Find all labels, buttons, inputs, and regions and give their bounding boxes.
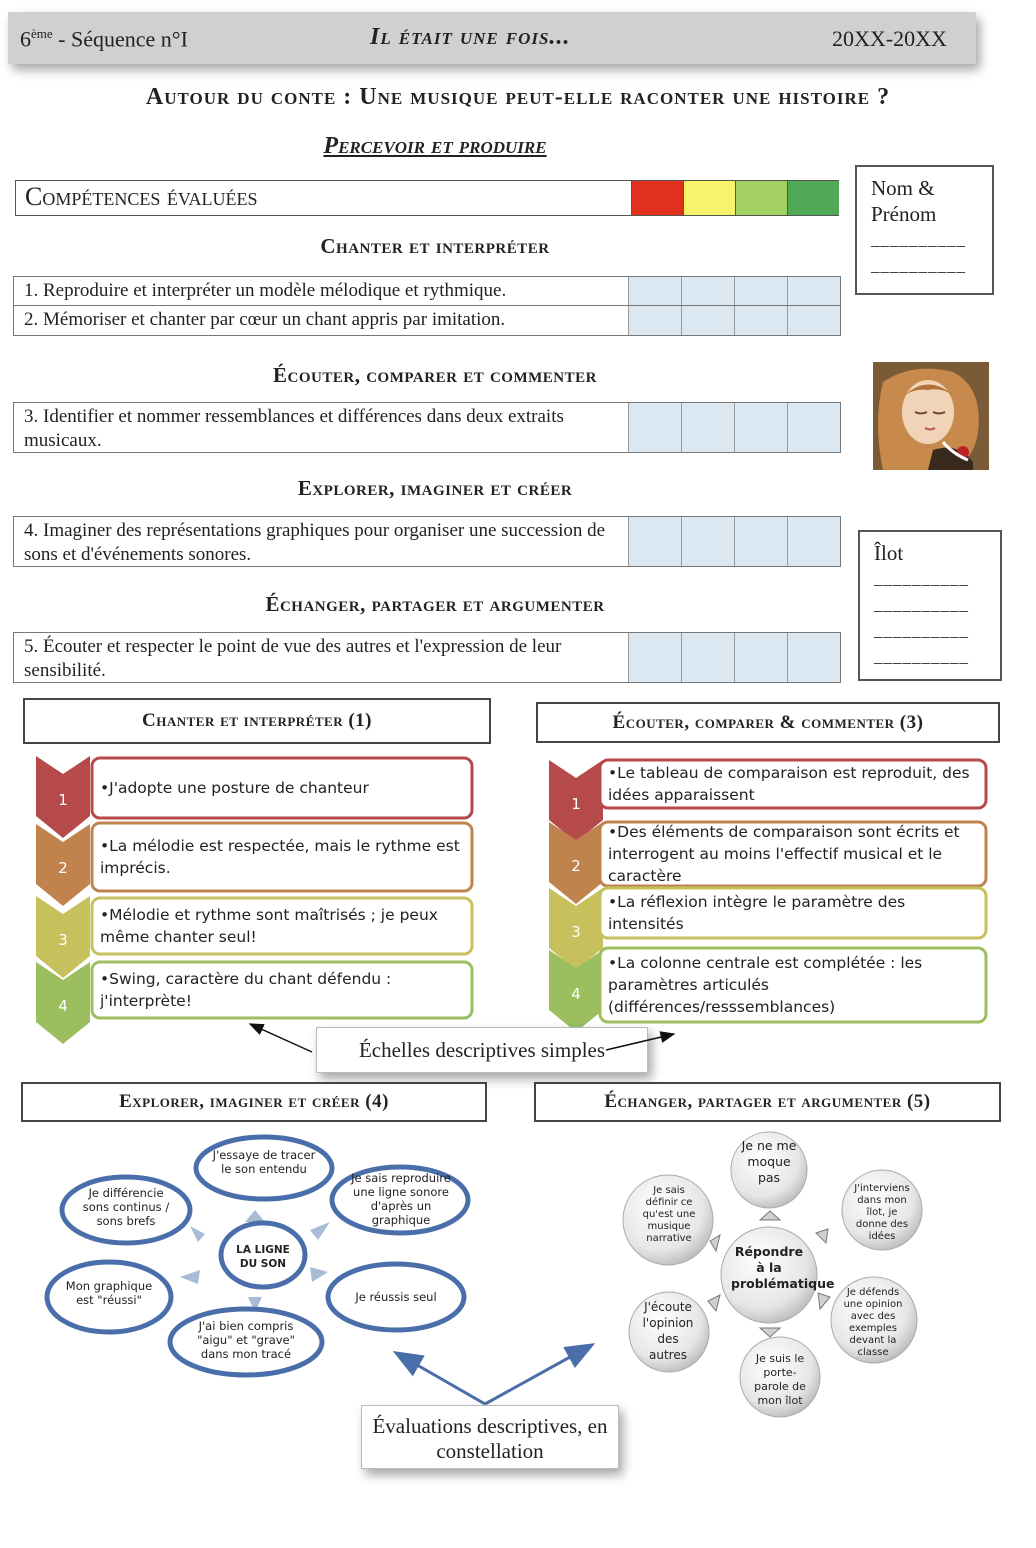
scale-step-number: 3 (571, 923, 581, 941)
grade-cell[interactable] (681, 306, 734, 335)
ilot-line: __________ (874, 595, 969, 614)
grade-cell[interactable] (681, 403, 734, 452)
grade-cell[interactable] (734, 633, 787, 682)
ilot-line: __________ (874, 621, 969, 640)
competence-row (13, 632, 841, 683)
grade-cell[interactable] (787, 306, 840, 335)
ilot-line: __________ (874, 647, 969, 666)
grade-cell[interactable] (734, 517, 787, 566)
competence-row (13, 516, 841, 567)
name-label: Nom & Prénom (871, 176, 937, 226)
main-title: Autour du conte : Une musique peut-elle raconter une histoire ? (145, 84, 891, 110)
level-swatch-red (631, 181, 683, 215)
connector-arrow (245, 1210, 265, 1222)
scale-step-text: •Le tableau de comparaison est reproduit, des idées apparaissent (608, 764, 970, 804)
name-line: __________ (871, 230, 966, 249)
scale-step-text: •La réflexion intègre le paramètre des intensités (608, 893, 906, 933)
grade-cell[interactable] (734, 277, 787, 305)
grade-cell[interactable] (628, 403, 681, 452)
oval-text: Je différencie sons continus / sons brefs (82, 1186, 170, 1228)
connector-arrow (190, 1226, 205, 1242)
grade-cell[interactable] (681, 517, 734, 566)
center-text: LA LIGNE DU SON (236, 1244, 290, 1270)
name-box[interactable] (855, 165, 994, 295)
scale-step-number: 1 (571, 795, 581, 813)
oval-text: Je sais reproduire une ligne sonore d'après un graphique (351, 1171, 451, 1227)
scale-step-number: 2 (571, 857, 581, 875)
constellation-title-echanger: Échanger, partager et argumenter (5) (534, 1082, 1001, 1122)
oval-text: Je réussis seul (355, 1290, 437, 1304)
grade-cell[interactable] (787, 403, 840, 452)
grade-cell[interactable] (628, 633, 681, 682)
circle-text: Je sais définir ce qu'est une musique narrative (642, 1185, 696, 1244)
scale-step-text: •J'adopte une posture de chanteur (100, 779, 369, 797)
competence-row (13, 305, 841, 336)
competences-label: Compétences évaluées (25, 182, 258, 211)
grade-cell[interactable] (787, 633, 840, 682)
competence-text: 2. Mémoriser et chanter par cœur un chant appris par imitation. (24, 309, 506, 330)
circle-text: Je ne me moque pas (741, 1138, 797, 1185)
connector-arrow (760, 1328, 780, 1337)
competence-text: 3. Identifier et nommer ressemblances et différences dans deux extraits musicaux. (24, 406, 564, 451)
grade-cell[interactable] (681, 633, 734, 682)
section-title: Chanter et interpréter (320, 234, 550, 258)
scale-step-text: •Swing, caractère du chant défendu : j'interprète! (100, 970, 392, 1010)
competence-row (13, 276, 841, 306)
grade-cell[interactable] (628, 517, 681, 566)
section-title: Explorer, imaginer et créer (297, 476, 573, 500)
ilot-line: __________ (874, 569, 969, 588)
callout-scales: Échelles descriptives simples (316, 1027, 648, 1073)
ilot-label: Îlot (874, 541, 904, 565)
competence-text: 4. Imaginer des représentations graphiques pour organiser une succession de sons et d'événements sonores. (24, 520, 606, 565)
header-title: Il était une fois... (370, 24, 571, 50)
constellation-title-explorer: Explorer, imaginer et créer (4) (21, 1082, 487, 1122)
connector-arrow (310, 1267, 328, 1282)
scale-step-number: 2 (58, 859, 68, 877)
header-sequence: 6ème - Séquence n°I (20, 26, 188, 52)
oval-text: Mon graphique est "réussi" (65, 1279, 153, 1307)
scale-step-number: 4 (571, 985, 581, 1003)
center-text: Répondre à la problématique (731, 1244, 835, 1291)
level-swatch-green (787, 181, 839, 215)
oval-text: J'essaye de tracer le son entendu (212, 1148, 316, 1176)
connector-arrow (818, 1293, 830, 1309)
scale-title-chanter: Chanter et interpréter (1) (23, 698, 491, 744)
scale-step-number: 3 (58, 931, 68, 949)
scale-title-ecouter: Écouter, comparer & commenter (3) (536, 702, 1000, 743)
scale-step-text: •La mélodie est respectée, mais le rythme est imprécis. (100, 837, 460, 877)
scale-step-text: •Des éléments de comparaison sont écrits et interrogent au moins l'effectif musical et le caractère (608, 824, 960, 885)
name-line: __________ (871, 256, 966, 275)
section-title: Écouter, comparer et commenter (273, 363, 597, 387)
header-year: 20XX-20XX (832, 26, 947, 51)
level-swatch-yellow (683, 181, 735, 215)
callout-arrows (0, 1010, 1036, 1090)
circle-text: Je défends une opinion avec des exemples devant la classe (843, 1287, 903, 1358)
callout-constellation: Évaluations descriptives, en constellation (361, 1405, 619, 1469)
circle-text: Je suis le porte-parole de mon îlot (754, 1352, 806, 1407)
scale-step-text: •La colonne centrale est complétée : les paramètres articulés (différences/resssemblances) (608, 954, 923, 1016)
grade-cell[interactable] (734, 403, 787, 452)
circle-text: J'interviens dans mon îlot, je donne des idées (854, 1183, 910, 1242)
grade-cell[interactable] (681, 277, 734, 305)
scales-diagram (0, 750, 1036, 1050)
portrait-illustration (873, 362, 989, 470)
grade-cell[interactable] (787, 517, 840, 566)
grade-cell[interactable] (734, 306, 787, 335)
competence-text: 1. Reproduire et interpréter un modèle mélodique et rythmique. (24, 280, 507, 301)
scale-step-number: 1 (58, 791, 68, 809)
competence-text: 5. Écouter et respecter le point de vue des autres et l'expression de leur sensibilité. (24, 636, 562, 681)
grade-cell[interactable] (628, 277, 681, 305)
connector-arrow (760, 1211, 780, 1220)
scale-step-text: •Mélodie et rythme sont maîtrisés ; je peux même chanter seul! (100, 906, 438, 946)
subtitle: Percevoir et produire (323, 133, 547, 159)
grade-cell[interactable] (787, 277, 840, 305)
grade-cell[interactable] (628, 306, 681, 335)
connector-arrow (708, 1295, 720, 1311)
ilot-box[interactable] (858, 530, 1002, 681)
connector-arrow (310, 1222, 330, 1240)
connector-arrow (816, 1229, 828, 1243)
connector-arrow (710, 1235, 720, 1251)
oval-text: J'ai bien compris "aigu" et "grave" dans mon tracé (197, 1319, 295, 1361)
circle-text: J'écoute l'opinion des autres (642, 1300, 694, 1362)
connector-arrow (180, 1270, 200, 1284)
level-swatch-lightgreen (735, 181, 787, 215)
scale-step-number: 4 (58, 997, 68, 1015)
section-title: Échanger, partager et argumenter (265, 592, 605, 616)
competence-row (13, 402, 841, 453)
